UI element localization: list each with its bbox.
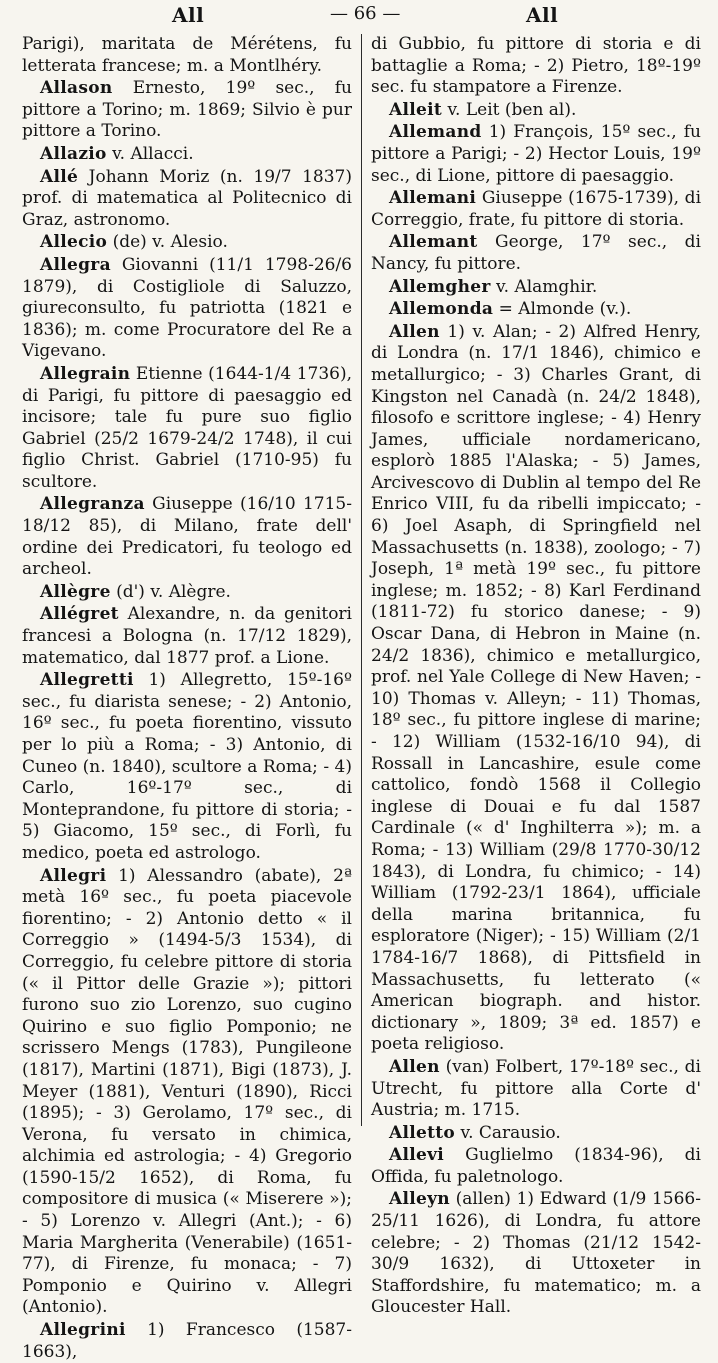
dictionary-entry — [371, 1057, 701, 1122]
entry-text: Giuseppe (1675-1739), di Correggio, frate, fu pittore di storia. — [371, 188, 701, 230]
entry-text: Giovanni (11/1 1798-26/6 1879), di Costigliole di Saluzzo, giureconsulto, fu patriotta (1821 e 1836); m. come Procuratore del Re a Vigevano. — [22, 254, 352, 362]
entry-headword: Allemani — [389, 188, 477, 209]
entry-headword: Allazio — [40, 143, 107, 164]
entry-text: Etienne (1644-1/4 1736), di Parigi, fu pittore di paesaggio ed incisore; tale fu pure suo figlio Gabriel (25/2 1679-24/2 1748), il cui figlio Christ. Gabriel (1710-95) fu scultore. — [22, 363, 352, 492]
right-running-headword: All — [526, 3, 559, 27]
entry-text: George, 17º sec., di Nancy, fu pittore. — [371, 232, 701, 274]
entry-text: 1) François, 15º sec., fu pittore a Parigi; - 2) Hector Louis, 19º sec., di Lione, pittore di paesaggio. — [371, 122, 701, 186]
dictionary-entry — [22, 364, 352, 494]
entry-headword: Allegranza — [40, 494, 145, 515]
entry-text: (de) v. Alesio. — [107, 232, 228, 253]
entry-text: 1) Allegretto, 15º-16º sec., fu diarista senese; - 2) Antonio, 16º sec., fu poeta fiorentino, vissuto per lo più a Roma; - 3) Antonio, di Cuneo (n. 1840), scultore a Roma; - 4) Carlo, 16º-17º sec., di Monteprandone, fu pittore di storia; - 5) Giacomo, 15º sec., di Forlì, fu medico, poeta ed astrologo. — [22, 670, 352, 863]
entry-headword: Allégret — [40, 604, 119, 625]
dictionary-entry — [22, 582, 352, 604]
entry-headword: Allé — [40, 166, 79, 187]
dictionary-entry — [22, 1320, 352, 1363]
entry-headword: Allason — [40, 78, 113, 99]
page-header — [0, 0, 718, 30]
entry-text: v. Alamghir. — [490, 276, 598, 297]
left-running-headword: All — [172, 3, 205, 27]
entry-text: 1) Francesco (1587-1663), — [22, 1320, 352, 1362]
entry-text: 1) Alessandro (abate), 2ª metà 16º sec., fu poeta piacevole fiorentino; - 2) Antonio detto « il Correggio » (1494-5/3 1534), di Correggio, fu celebre pittore di storia (« il Pittor delle Grazie »); pittori furono suo zio Lorenzo, suo cugino Quirino e suo figlio Pomponio; ne scrissero Mengs (1783), Pungileone (1817), Martini (1871), Bigi (1873), J. Meyer (1881), Venturi (1890), Ricci (1895); - 3) Gerolamo, 17º sec., di Verona, fu versato in chimica, alchimia ed astrologia; - 4) Gregorio (1590-15/2 1652), di Roma, fu compositore di musica (« Miserere »); - 5) Lorenzo v. Allegri (Ant.); - 6) Maria Margherita (Venerabile) (1651-77), di Firenze, fu monaca; - 7) Pomponio e Quirino v. Allegri (Antonio). — [22, 865, 352, 1318]
dictionary-entry — [371, 299, 701, 321]
entry-text: Alexandre, n. da genitori francesi a Bologna (n. 17/12 1829), matematico, dal 1877 prof. a Lione. — [22, 604, 352, 668]
dictionary-entry — [22, 144, 352, 166]
entry-text: Guglielmo (1834-96), di Offida, fu paletnologo. — [371, 1145, 701, 1187]
entry-headword: Alleyn — [389, 1189, 450, 1210]
entry-headword: Allemant — [389, 232, 478, 253]
right-column — [371, 34, 701, 1318]
dictionary-entry — [22, 255, 352, 363]
entry-text: (van) Folbert, 17º-18º sec., di Utrecht, fu pittore alla Corte d' Austria; m. 1715. — [371, 1056, 701, 1121]
dictionary-entry — [371, 232, 701, 275]
entry-text: Ernesto, 19º sec., fu pittore a Torino; m. 1869; Silvio è pur pittore a Torino. — [22, 78, 352, 142]
entry-headword: Allegrain — [40, 363, 131, 384]
dictionary-entry — [371, 100, 701, 122]
dictionary-entry — [371, 1123, 701, 1145]
dictionary-entry — [22, 78, 352, 143]
dictionary-entry — [371, 188, 701, 231]
dictionary-entry — [371, 1145, 701, 1188]
entry-headword: Allemand — [389, 122, 482, 143]
page-number: — 66 — — [330, 3, 401, 24]
entry-text: v. Allacci. — [106, 143, 194, 164]
dictionary-entry — [22, 34, 352, 77]
entry-headword: Allen — [389, 321, 440, 342]
entry-headword: Allevi — [389, 1145, 445, 1166]
entry-text: Johann Moriz (n. 19/7 1837) prof. di matematica al Politecnico di Graz, astronomo. — [22, 166, 352, 230]
entry-headword: Allegri — [40, 865, 107, 886]
entry-headword: Allègre — [40, 581, 111, 602]
left-column — [22, 34, 352, 1362]
dictionary-entry — [371, 322, 701, 1056]
entry-text: = Almonde (v.). — [493, 299, 632, 320]
entry-text: v. Leit (ben al). — [442, 99, 577, 120]
entry-text: Parigi), maritata de Mérétens, fu letterata francese; m. a Montlhéry. — [22, 34, 352, 76]
column-divider — [361, 34, 362, 1126]
entry-headword: Alleit — [389, 99, 443, 120]
dictionary-entry — [371, 122, 701, 187]
entry-headword: Allegretti — [40, 670, 134, 691]
entry-headword: Alletto — [389, 1122, 456, 1143]
entry-headword: Allemgher — [389, 276, 491, 297]
entry-headword: Allemonda — [389, 299, 494, 320]
entry-text: v. Carausio. — [455, 1122, 561, 1143]
entry-text: 1) v. Alan; - 2) Alfred Henry, di Londra (n. 17/1 1846), chimico e metallurgico; - 3) Charles Grant, di Kingston nel Canadà (n. 24/2 1848), filosofo e scrittore inglese; - 4) Henry James, ufficiale nordamericano, esplorò 1885 l'Alaska; - 5) James, Arcivescovo di Dublin al tempo del Re Enrico VIII, fu da ribelli impiccato; - 6) Joel Asaph, di Springfield nel Massachusetts (n. 1838), zoologo; - 7) Joseph, 1ª metà 19º sec., fu pittore inglese; m. 1852; - 8) Karl Ferdinand (1811-72) fu storico danese; - 9) Oscar Dana, di Hebron in Maine (n. 24/2 1836), chimico e metallurgico, prof. nel Yale College di New Haven; - 10) Thomas v. Alleyn; - 11) Thomas, 18º sec., fu pittore inglese di marine; - 12) William (1532-16/10 94), di Rossall in Lancashire, esule come cattolico, fondò 1568 il Collegio inglese di Douai e fu dal 1587 Cardinale (« d' Inghilterra »); m. a Roma; - 13) William (29/8 1770-30/12 1843), di Londra, fu chimico; - 14) William (1792-23/1 1864), ufficiale della marina britannica, fu esploratore (Niger); - 15) William (2/1 1784-16/7 1868), di Pittsfield in Massachusetts, fu letterato (« American biograph. and histor. dictionary », 1809; 3ª ed. 1857) e poeta religioso. — [371, 321, 701, 1055]
entry-headword: Allen — [389, 1056, 440, 1077]
dictionary-entry — [371, 277, 701, 299]
dictionary-entry — [371, 1189, 701, 1319]
entry-text: (d') v. Alègre. — [110, 581, 231, 602]
entry-headword: Allegrini — [40, 1320, 126, 1341]
dictionary-entry — [22, 670, 352, 864]
dictionary-entry — [22, 494, 352, 580]
dictionary-entry — [22, 604, 352, 669]
dictionary-entry — [22, 866, 352, 1319]
dictionary-entry — [22, 232, 352, 254]
dictionary-entry — [371, 34, 701, 99]
entry-headword: Allegra — [40, 254, 111, 275]
dictionary-entry — [22, 167, 352, 232]
entry-text: di Gubbio, fu pittore di storia e di battaglie a Roma; - 2) Pietro, 18º-19º sec. fu stampatore a Firenze. — [371, 34, 701, 98]
entry-headword: Allecio — [40, 232, 108, 253]
entry-text: Giuseppe (16/10 1715-18/12 85), di Milano, frate dell' ordine dei Predicatori, fu teologo ed archeol. — [22, 494, 352, 580]
entry-text: (allen) 1) Edward (1/9 1566-25/11 1626), di Londra, fu attore celebre; - 2) Thomas (21/12 1542-30/9 1632), di Uttoxeter in Staffordshire, fu matematico; m. a Gloucester Hall. — [371, 1189, 701, 1318]
